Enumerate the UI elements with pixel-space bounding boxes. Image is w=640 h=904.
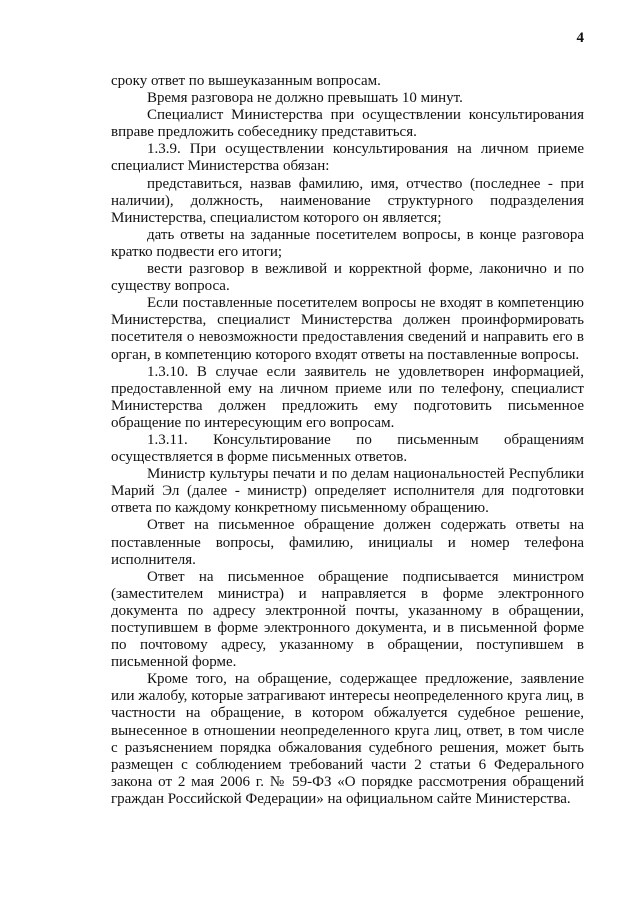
paragraph-1-3-11: 1.3.11. Консультирование по письменным обращениям осуществляется в форме письменных ответов. [111,431,584,466]
paragraph-1-3-10: 1.3.10. В случае если заявитель не удовлетворен информацией, предоставленной ему на личном приеме или по телефону, специалист Министерства должен предложить ему подготовить письменное обращение по интересующим его вопросам. [111,363,584,431]
paragraph-minister-assigns: Министр культуры печати и по делам национальностей Республики Марий Эл (далее - министр) определяет исполнителя для подготовки ответа по каждому конкретному письменному обращению. [111,466,584,517]
paragraph-public-posting: Кроме того, на обращение, содержащее предложение, заявление или жалобу, которые затрагивают интересы неопределенного круга лиц, в частности на обращение, в котором обжалуется судебное решение, вынесенное в отношении неопределенного круга лиц, ответ, в том числе с разъяснением порядка обжалования судебного решения, может быть размещен с соблюдением требований части 2 статьи 6 Федерального закона от 2 мая 2006 г. № 59-ФЗ «О порядке рассмотрения обращений граждан Российской Федерации» на официальном сайте Министерства. [111,671,584,807]
paragraph-outside-competence: Если поставленные посетителем вопросы не входят в компетенцию Министерства, специалист Министерства должен проинформировать посетителя о невозможности предоставления сведений и направить его в орган, в компетенцию которого входят ответы на поставленные вопросы. [111,295,584,363]
paragraph-polite-conversation: вести разговор в вежливой и корректной форме, лаконично и по существу вопроса. [111,261,584,295]
paragraph-continuation: сроку ответ по вышеуказанным вопросам. [111,73,381,89]
body-text [111,73,584,808]
paragraph-1-3-9: 1.3.9. При осуществлении консультирования на личном приеме специалист Министерства обязан: [111,141,584,175]
paragraph-call-duration: Время разговора не должно превышать 10 минут. [147,90,463,107]
page-number: 4 [576,30,584,46]
paragraph-answer-signing: Ответ на письменное обращение подписывается министром (заместителем министра) и направляется в форме электронного документа по адресу электронной почты, указанному в обращении, поступившем в форме электронного документа, и в письменной форме по почтовому адресу, указанному в обращении, поступившем в письменной форме. [111,568,584,671]
paragraph-give-answers: дать ответы на заданные посетителем вопросы, в конце разговора кратко подвести его итоги; [111,226,584,260]
paragraph-answer-content: Ответ на письменное обращение должен содержать ответы на поставленные вопросы, фамилию, инициалы и номер телефона исполнителя. [111,517,584,568]
paragraph-introduce-self: представиться, назвав фамилию, имя, отчество (последнее - при наличии), должность, наименование структурного подразделения Министерства, специалистом которого он является; [111,175,584,226]
paragraph-introduce-request: Специалист Министерства при осуществлении консультирования вправе предложить собеседнику представиться. [111,107,584,141]
